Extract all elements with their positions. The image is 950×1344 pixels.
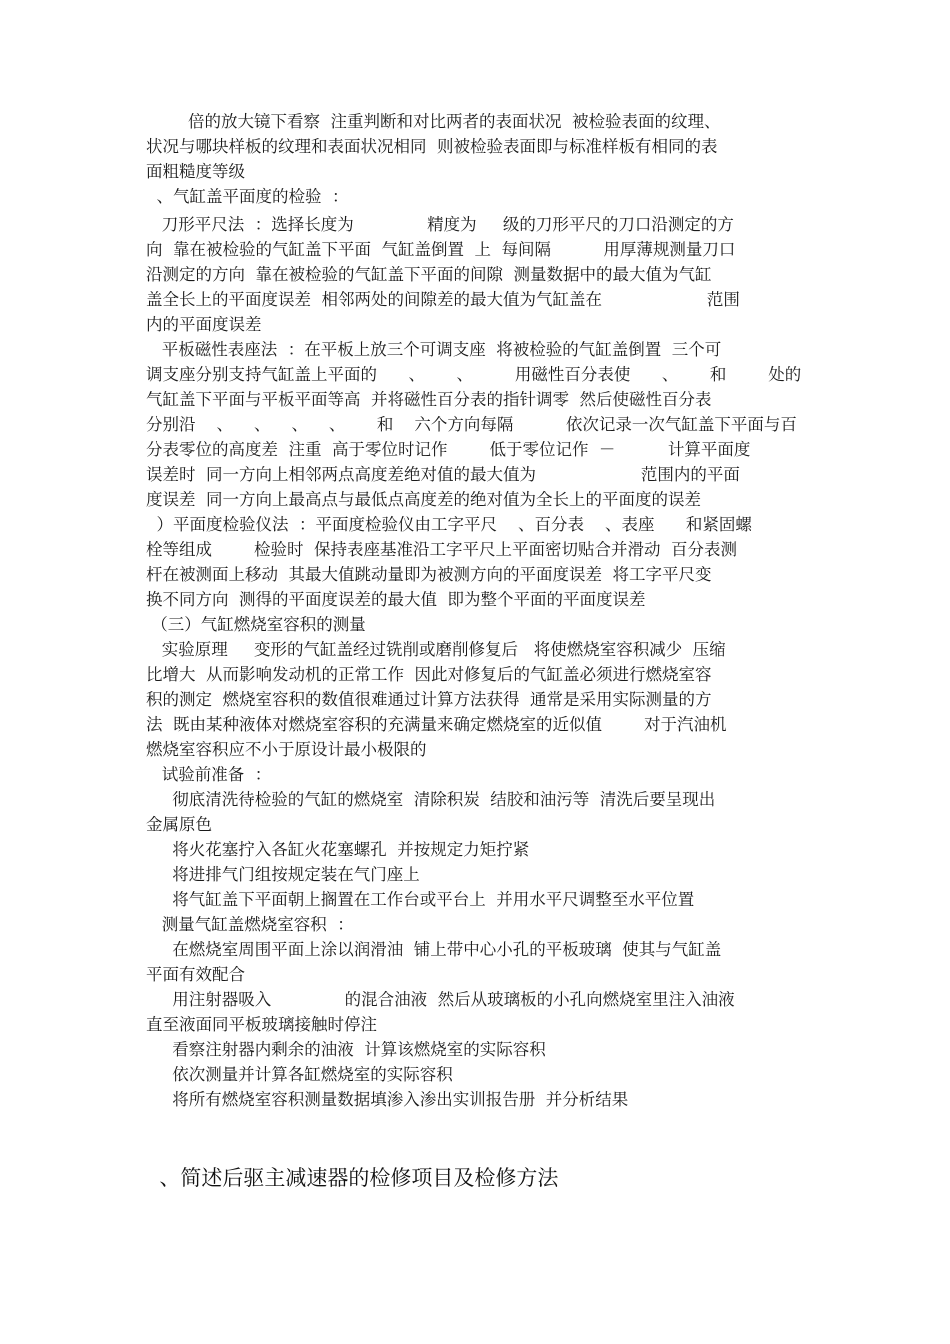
text-line: 试验前准备 ： [146, 765, 272, 784]
text-line: 将进排气门组按规定装在气门座上 [146, 865, 420, 884]
text-line: 法 既由某种液体对燃烧室容积的充满量来确定燃烧室的近似值 对于汽油机 [146, 715, 727, 734]
text-line: 栓等组成 检验时 保持表座基准沿工字平尺上平面密切贴合并滑动 百分表测 [146, 540, 737, 559]
text-line: 实验原理 变形的气缸盖经过铣削或磨削修复后 将使燃烧室容积减少 压缩 [146, 640, 726, 659]
text-line: 平板磁性表座法 ：在平板上放三个可调支座 将被检验的气缸盖倒置 三个可 [146, 340, 722, 359]
text-line: ）平面度检验仪法 ：平面度检验仪由工字平尺 、百分表 、表座 和紧固螺 [146, 515, 752, 534]
text-line: 彻底清洗待检验的气缸的燃烧室 清除积炭 结胶和油污等 清洗后要呈现出 [146, 790, 716, 809]
text-line: 将火花塞拧入各缸火花塞螺孔 并按规定力矩拧紧 [146, 840, 530, 859]
section-subheading: 、气缸盖平面度的检验 ： [146, 187, 349, 206]
text-line: 度误差 同一方向上最高点与最低点高度差的绝对值为全长上的平面度的误差 [146, 490, 701, 509]
text-line: 金属原色 [146, 815, 212, 834]
section-heading: 、简述后驱主减速器的检修项目及检修方法 [146, 1166, 559, 1190]
text-line: 看察注射器内剩余的油液 计算该燃烧室的实际容积 [146, 1040, 546, 1059]
text-line: 刀形平尺法 ：选择长度为 精度为 级的刀形平尺的刀口沿测定的方 [146, 215, 734, 234]
text-line: 用注射器吸入 的混合油液 然后从玻璃板的小孔向燃烧室里注入油液 [146, 990, 735, 1009]
text-line: 比增大 从而影响发动机的正常工作 因此对修复后的气缸盖必须进行燃烧室容 [146, 665, 712, 684]
text-line: 测量气缸盖燃烧室容积 ： [146, 915, 354, 934]
text-line: 盖全长上的平面度误差 相邻两处的间隙差的最大值为气缸盖在 范围 [146, 290, 740, 309]
text-line: 积的测定 燃烧室容积的数值很难通过计算方法获得 通常是采用实际测量的方 [146, 690, 712, 709]
text-line: 分别沿 、 、 、 、 和 六个方向每隔 依次记录一次气缸盖下平面与百 [146, 415, 797, 434]
text-line: 平面有效配合 [146, 965, 245, 984]
text-line: 气缸盖下平面与平板平面等高 并将磁性百分表的指针调零 然后使磁性百分表 [146, 390, 712, 409]
text-line: 向 靠在被检验的气缸盖下平面 气缸盖倒置 上 每间隔 用厚薄规测量刀口 [146, 240, 736, 259]
text-line: 杆在被测面上移动 其最大值跳动量即为被测方向的平面度误差 将工字平尺变 [146, 565, 712, 584]
text-line: 换不同方向 测得的平面度误差的最大值 即为整个平面的平面度误差 [146, 590, 646, 609]
text-line: 分表零位的高度差 注重 高于零位时记作 低于零位记作 － 计算平面度 [146, 440, 751, 459]
section-subheading: （三）气缸燃烧室容积的测量 [146, 615, 366, 634]
text-line: 误差时 同一方向上相邻两点高度差绝对值的最大值为 范围内的平面 [146, 465, 740, 484]
text-line: 调支座分别支持气缸盖上平面的 、 、 用磁性百分表使 、 和 处的 [146, 365, 802, 384]
text-line: 将所有燃烧室容积测量数据填渗入渗出实训报告册 并分析结果 [146, 1090, 629, 1109]
text-line: 燃烧室容积应不小于原设计最小极限的 [146, 740, 427, 759]
text-line: 状况与哪块样板的纹理和表面状况相同 则被检验表面即与标准样板有相同的表 [146, 137, 718, 156]
text-line: 倍的放大镜下看察 注重判断和对比两者的表面状况 被检验表面的纹理、 [146, 112, 721, 131]
text-line: 直至液面同平板玻璃接触时停注 [146, 1015, 377, 1034]
text-line: 沿测定的方向 靠在被检验的气缸盖下平面的间隙 测量数据中的最大值为气缸 [146, 265, 712, 284]
text-line: 内的平面度误差 [146, 315, 262, 334]
text-line: 将气缸盖下平面朝上搁置在工作台或平台上 并用水平尺调整至水平位置 [146, 890, 695, 909]
text-line: 在燃烧室周围平面上涂以润滑油 铺上带中心小孔的平板玻璃 使其与气缸盖 [146, 940, 722, 959]
text-line: 面粗糙度等级 [146, 162, 245, 181]
text-line: 依次测量并计算各缸燃烧室的实际容积 [146, 1065, 453, 1084]
